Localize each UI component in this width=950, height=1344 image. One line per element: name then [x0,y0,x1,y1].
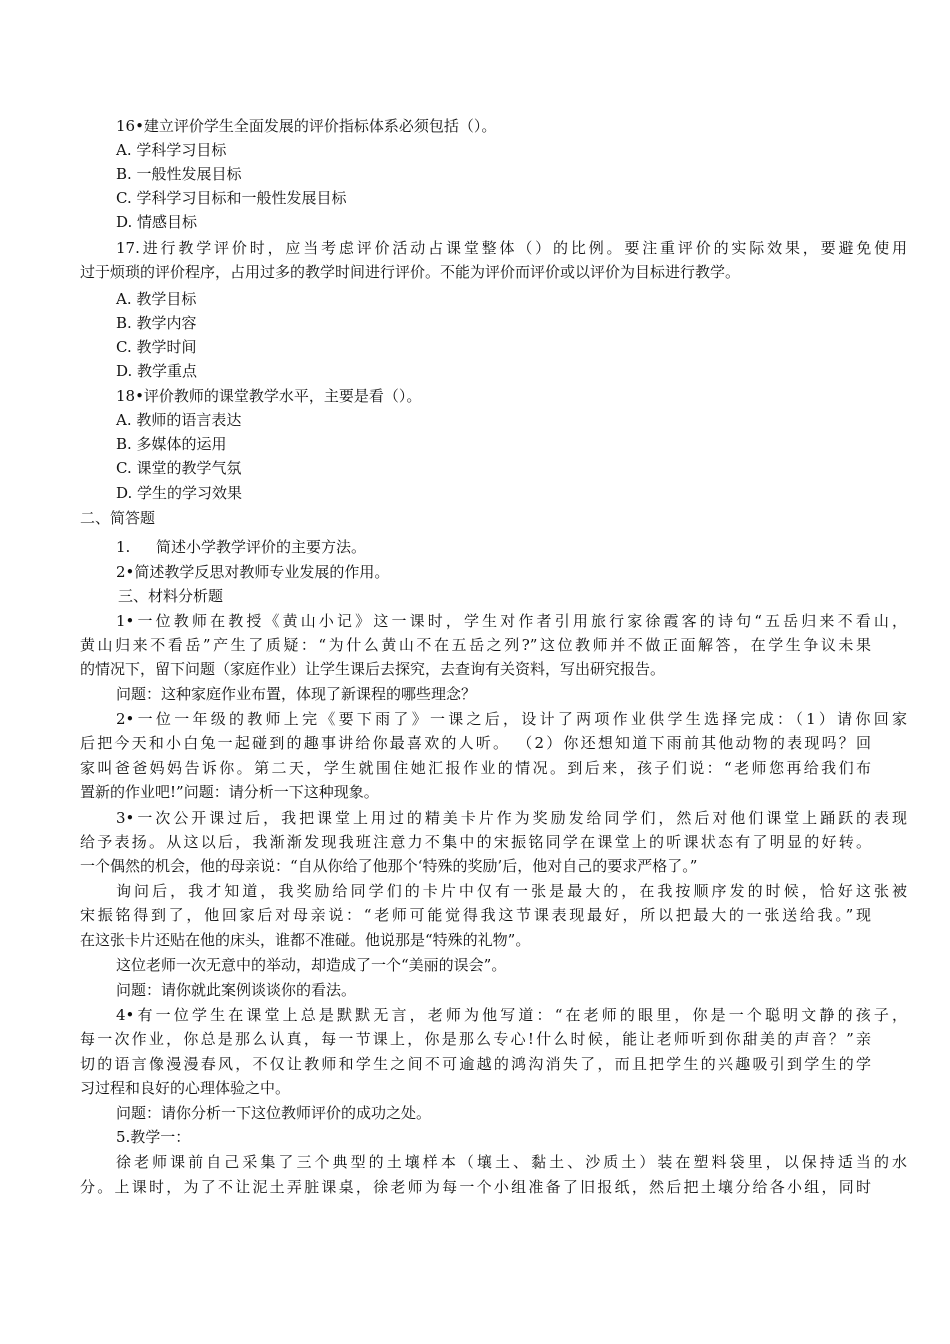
case4-line4: 习过程和良好的心理体验之中。 [80,1079,291,1097]
q18-option-c: C. 课堂的教学气氛 [116,459,242,477]
section2-item2: 2•简述教学反思对教师专业发展的作用。 [116,563,390,581]
case5-line2: 分。上课时，为了不让泥土弄脏课桌，徐老师为每一个小组准备了旧报纸，然后把土壤分给各小组，同时 [80,1178,871,1196]
q17-option-d: D. 教学重点 [116,362,198,380]
case4-line2: 每一次作业，你总是那么认真，每一节课上，你是那么专心!什么时候，能让老师听到你甜美的声音？”亲 [80,1030,871,1048]
case3-question: 问题：请你就此案例谈谈你的看法。 [116,981,357,999]
section2-item1-number: 1. [116,538,131,556]
case2-line4: 置新的作业吧!”问题：请分析一下这种现象。 [80,783,379,801]
q17-option-a: A. 教学目标 [116,290,197,308]
case3-line6: 在这张卡片还贴在他的床头，谁都不准碰。他说那是“特殊的礼物”。 [80,931,531,949]
case2-line3: 家叫爸爸妈妈告诉你。第二天，学生就围住她汇报作业的情况。到后来，孩子们说：“老师您再给我们布 [80,759,871,777]
case3-line4: 询问后，我才知道，我奖励给同学们的卡片中仅有一张是最大的，在我按顺序发的时候，恰好这张被 [116,882,907,900]
q16-option-c: C. 学科学习目标和一般性发展目标 [116,189,347,207]
case3-line3: 一个偶然的机会，他的母亲说：“自从你给了他那个‘特殊的奖励’后，他对自己的要求严格了。” [80,857,698,875]
case5-title: 5.教学一： [116,1128,191,1146]
q18-option-a: A. 教师的语言表达 [116,411,242,429]
section2-item1-text: 简述小学教学评价的主要方法。 [156,538,367,556]
q17-stem-line2: 过于烦琐的评价程序，占用过多的教学时间进行评价。不能为评价而评价或以评价为目标进行教学。 [80,263,741,281]
section3-title: 三、材料分析题 [118,587,224,605]
case3-line2: 给予表扬。从这以后，我渐渐发现我班注意力不集中的宋振铭同学在课堂上的听课状态有了明显的好转。 [80,833,871,851]
case1-question: 问题：这种家庭作业布置，体现了新课程的哪些理念？ [116,685,477,703]
q17-option-c: C. 教学时间 [116,338,197,356]
section2-item1 [116,535,366,559]
case1-line1: 1•一位教师在教授《黄山小记》这一课时，学生对作者引用旅行家徐霞客的诗句“五岳归来不看山， [116,612,907,630]
q17-stem-line1: 17.进行教学评价时，应当考虑评价活动占课堂整体（）的比例。要注重评价的实际效果，要避免使用 [116,239,907,257]
case2-line2: 后把今天和小白兔一起碰到的趣事讲给你最喜欢的人听。 （2）你还想知道下雨前其他动物的表现吗？回 [80,734,871,752]
case2-line1: 2•一位一年级的教师上完《要下雨了》一课之后，设计了两项作业供学生选择完成：（1）请你回家 [116,710,907,728]
case5-line1: 徐老师课前自己采集了三个典型的土壤样本（壤土、黏土、沙质土）装在塑料袋里，以保持适当的水 [116,1153,907,1171]
case3-line7: 这位老师一次无意中的举动，却造成了一个“美丽的误会”。 [116,956,507,974]
q16-option-a: A. 学科学习目标 [116,141,227,159]
case4-line1: 4•有一位学生在课堂上总是默默无言，老师为他写道：“在老师的眼里，你是一个聪明文静的孩子， [116,1006,907,1024]
case1-line3: 的情况下，留下问题（家庭作业）让学生课后去探究，去查询有关资料，写出研究报告。 [80,660,666,678]
q17-option-b: B. 教学内容 [116,314,197,332]
q18-option-b: B. 多媒体的运用 [116,435,227,453]
q16-stem: 16•建立评价学生全面发展的评价指标体系必须包括（）。 [116,117,497,135]
q18-stem: 18•评价教师的课堂教学水平，主要是看（）。 [116,387,422,405]
q18-option-d: D. 学生的学习效果 [116,484,243,502]
case4-line3: 切的语言像漫漫春风，不仅让教师和学生之间不可逾越的鸿沟消失了，而且把学生的兴趣吸引到学生的学 [80,1055,871,1073]
case4-question: 问题：请你分析一下这位教师评价的成功之处。 [116,1104,432,1122]
case1-line2: 黄山归来不看岳”产生了质疑：“为什么黄山不在五岳之列?”这位教师并不做正面解答，在学生争议未果 [80,636,871,654]
section2-title: 二、简答题 [80,509,156,527]
q16-option-d: D. 情感目标 [116,213,198,231]
case3-line1: 3•一次公开课过后，我把课堂上用过的精美卡片作为奖励发给同学们，然后对他们课堂上踊跃的表现 [116,809,907,827]
case3-line5: 宋振铭得到了，他回家后对母亲说：“老师可能觉得我这节课表现最好，所以把最大的一张送给我。”现 [80,906,871,924]
q16-option-b: B. 一般性发展目标 [116,165,242,183]
